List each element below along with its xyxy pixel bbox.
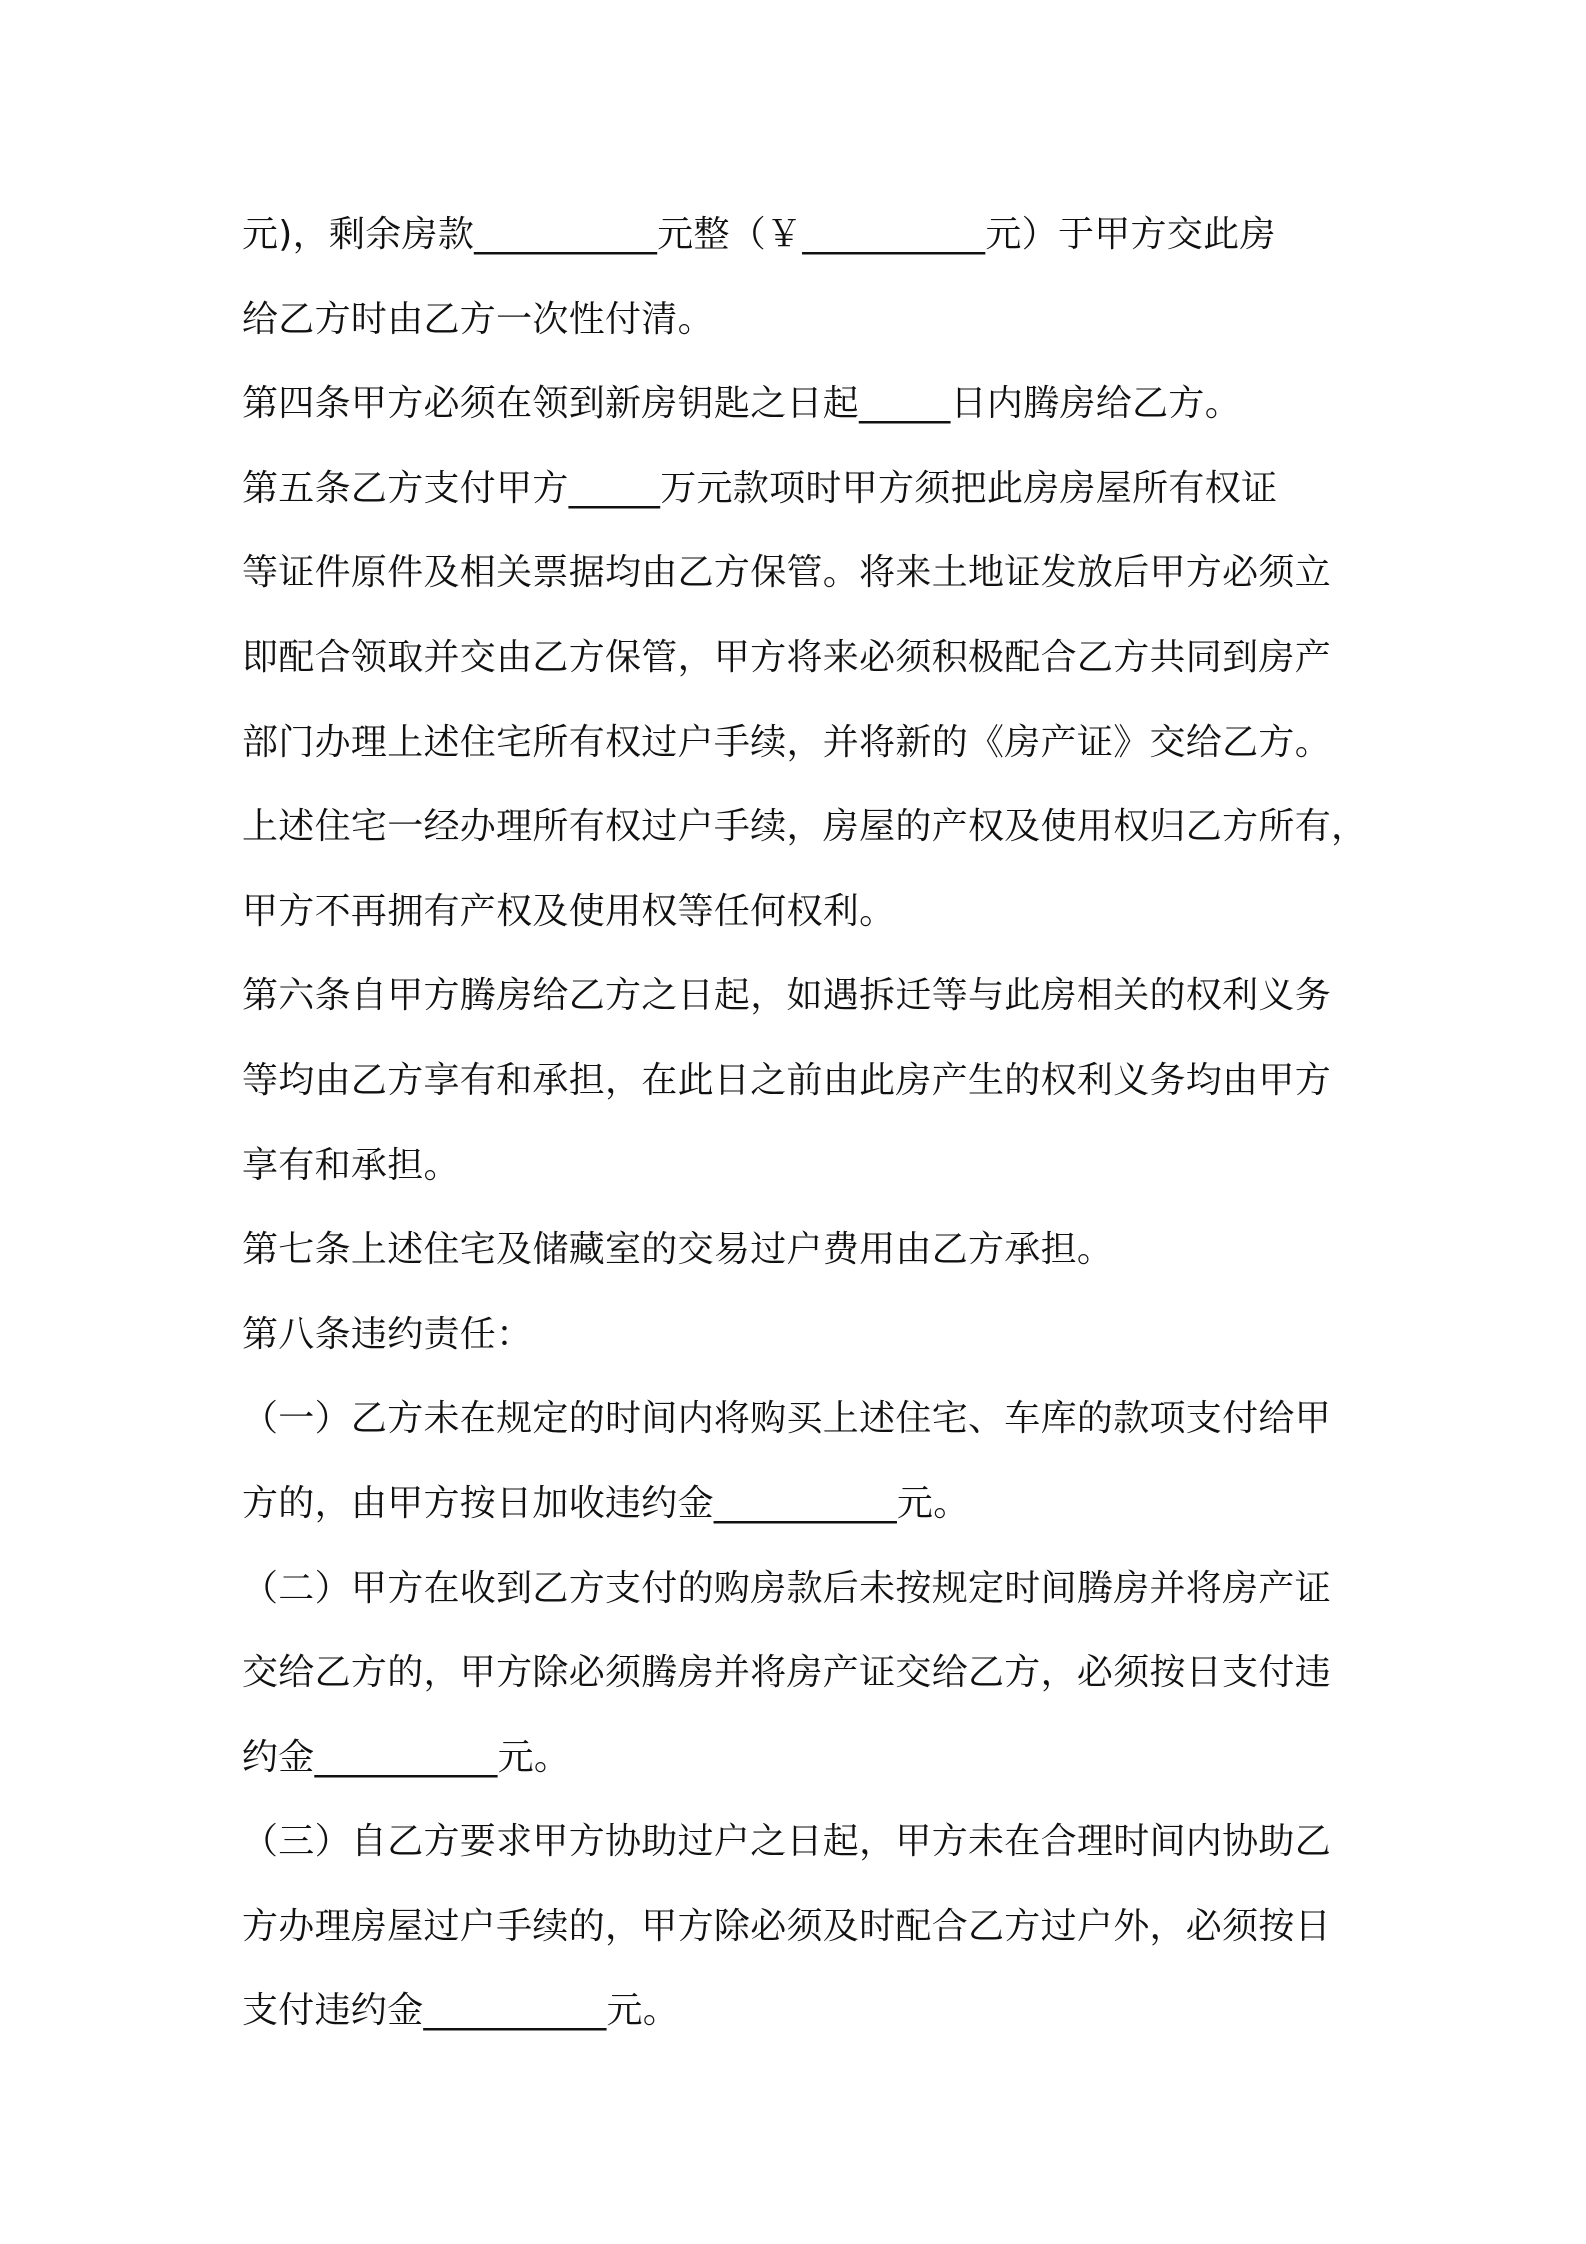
text-line: 第六条自甲方腾房给乙方之日起，如遇拆迁等与此房相关的权利义务 [242, 975, 1332, 1017]
text-line: 第七条上述住宅及储藏室的交易过户费用由乙方承担。 [242, 1229, 1114, 1271]
text-line: 甲方不再拥有产权及使用权等任何权利。 [242, 890, 896, 932]
text-line: 部门办理上述住宅所有权过户手续，并将新的《房产证》交给乙方。 [242, 721, 1332, 763]
text-line: （三）自乙方要求甲方协助过户之日起，甲方未在合理时间内协助乙 [242, 1821, 1332, 1863]
text-line: 即配合领取并交由乙方保管，甲方将来必须积极配合乙方共同到房产 [242, 636, 1332, 678]
text-line: 第五条乙方支付甲方_____万元款项时甲方须把此房房屋所有权证 [242, 467, 1278, 509]
text-line: 支付违约金__________元。 [242, 1990, 680, 2032]
text-line: 上述住宅一经办理所有权过户手续，房屋的产权及使用权归乙方所有， [242, 806, 1368, 848]
text-line: （二）甲方在收到乙方支付的购房款后未按规定时间腾房并将房产证 [242, 1567, 1332, 1609]
text-line: 方的，由甲方按日加收违约金__________元。 [242, 1482, 970, 1524]
text-line: 方办理房屋过户手续的，甲方除必须及时配合乙方过户外，必须按日 [242, 1905, 1332, 1947]
text-line: 等证件原件及相关票据均由乙方保管。将来土地证发放后甲方必须立 [242, 552, 1332, 594]
text-line: 享有和承担。 [242, 1144, 460, 1186]
text-line: 第四条甲方必须在领到新房钥匙之日起_____日内腾房给乙方。 [242, 383, 1241, 425]
text-line: 等均由乙方享有和承担，在此日之前由此房产生的权利义务均由甲方 [242, 1059, 1332, 1101]
text-line: （一）乙方未在规定的时间内将购买上述住宅、车库的款项支付给甲 [242, 1398, 1332, 1440]
text-line: 元)，剩余房款__________元整（￥__________元）于甲方交此房 [242, 214, 1276, 255]
document-body [242, 193, 1377, 2054]
text-line: 交给乙方的，甲方除必须腾房并将房产证交给乙方，必须按日支付违 [242, 1652, 1332, 1694]
text-line: 给乙方时由乙方一次性付清。 [242, 298, 714, 340]
text-line: 约金__________元。 [242, 1736, 571, 1778]
text-line: 第八条违约责任： [242, 1313, 533, 1355]
